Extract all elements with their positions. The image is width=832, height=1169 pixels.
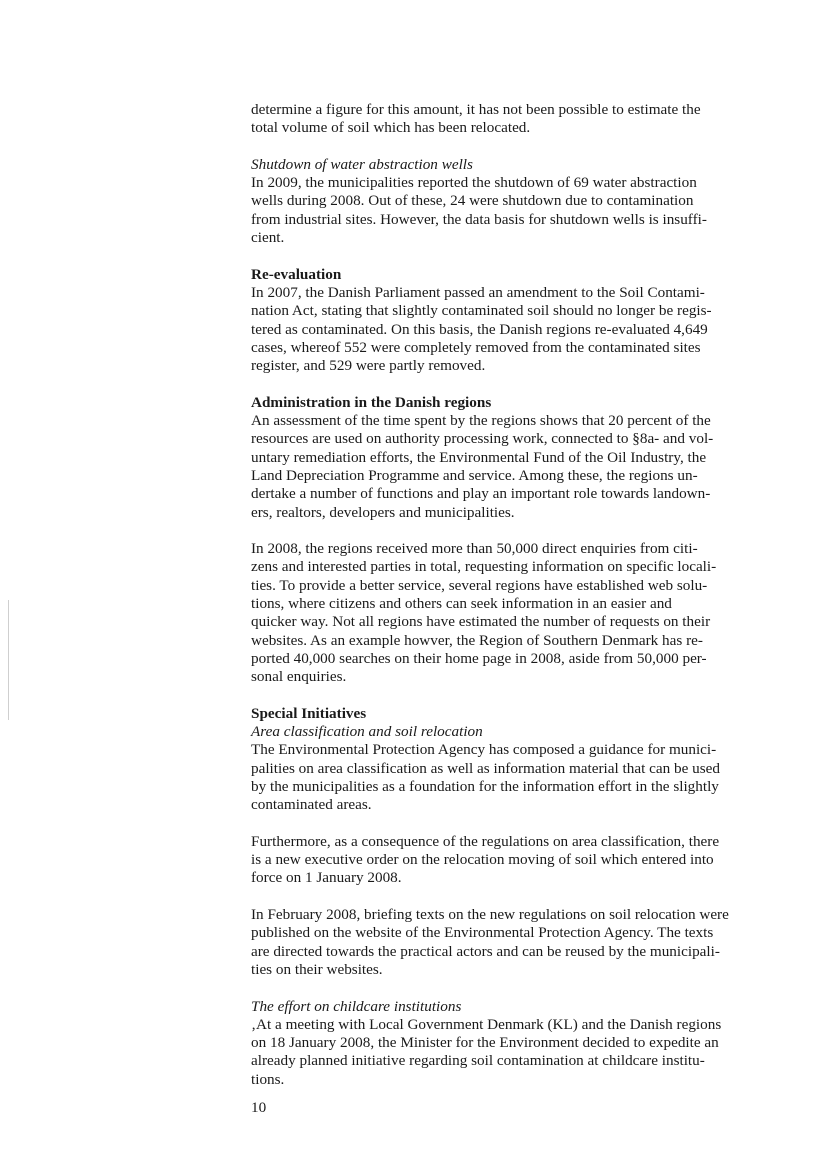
text-line: sonal enquiries.: [251, 668, 347, 686]
text-line: resources are used on authority processing work, connected to §8a- and vol-: [251, 430, 714, 448]
text-line: An assessment of the time spent by the regions shows that 20 percent of the: [251, 412, 711, 430]
special-paragraph-3: [251, 906, 747, 979]
text-line: ported 40,000 searches on their home page in 2008, aside from 50,000 per-: [251, 649, 707, 667]
text-line: from industrial sites. However, the data basis for shutdown wells is insuffi-: [251, 210, 707, 228]
text-line: force on 1 January 2008.: [251, 869, 402, 887]
text-line: Land Depreciation Programme and service. Among these, the regions un-: [251, 466, 698, 484]
section-heading: Administration in the Danish regions: [251, 393, 492, 411]
text-line: cient.: [251, 229, 285, 247]
text-line: In February 2008, briefing texts on the new regulations on soil relocation were: [251, 906, 729, 924]
text-line: dertake a number of functions and play an important role towards landown-: [251, 485, 711, 503]
text-line: ties. To provide a better service, several regions have established web solu-: [251, 576, 708, 594]
childcare-section: [251, 998, 747, 1089]
text-line: In 2008, the regions received more than 50,000 direct enquiries from citi-: [251, 540, 698, 558]
text-line: is a new executive order on the relocation moving of soil which entered into: [251, 851, 714, 869]
text-line: published on the website of the Environmental Protection Agency. The texts: [251, 924, 714, 942]
text-line: cases, whereof 552 were completely removed from the contaminated sites: [251, 338, 701, 356]
text-line: tions, where citizens and others can seek information in an easier and: [251, 595, 672, 613]
text-line: untary remediation efforts, the Environmental Fund of the Oil Industry, the: [251, 448, 707, 466]
scan-edge-mark: [8, 600, 9, 720]
text-line: websites. As an example howver, the Region of Southern Denmark has re-: [251, 631, 703, 649]
page-body: [251, 101, 747, 1107]
section-subheading: Shutdown of water abstraction wells: [251, 155, 473, 173]
administration-section: [251, 394, 747, 522]
shutdown-section: [251, 156, 747, 247]
section-heading: Special Initiatives: [251, 704, 367, 722]
text-line: on 18 January 2008, the Minister for the Environment decided to expedite an: [251, 1034, 719, 1052]
intro-paragraph: [251, 101, 747, 138]
text-line: nation Act, stating that slightly contaminated soil should no longer be regis-: [251, 302, 712, 320]
special-paragraph-2: [251, 833, 747, 888]
section-subheading: Area classification and soil relocation: [251, 723, 483, 741]
text-line: Furthermore, as a consequence of the regulations on area classification, there: [251, 832, 720, 850]
text-line: contaminated areas.: [251, 796, 372, 814]
text-line: ers, realtors, developers and municipalities.: [251, 503, 515, 521]
administration-paragraph-2: [251, 540, 747, 686]
page-number: 10: [251, 1099, 267, 1116]
text-line: by the municipalities as a foundation for the information effort in the slightly: [251, 777, 719, 795]
section-heading: Re-evaluation: [251, 265, 342, 283]
text-line: total volume of soil which has been relocated.: [251, 119, 531, 137]
text-line: already planned initiative regarding soil contamination at childcare institu-: [251, 1052, 705, 1070]
text-line: The Environmental Protection Agency has composed a guidance for munici-: [251, 741, 717, 759]
reevaluation-section: [251, 266, 747, 376]
text-line: palities on area classification as well as information material that can be used: [251, 759, 720, 777]
section-subheading: The effort on childcare institutions: [251, 997, 462, 1015]
special-initiatives-section: [251, 705, 747, 815]
text-line: In 2007, the Danish Parliament passed an amendment to the Soil Contami-: [251, 283, 705, 301]
text-line: tions.: [251, 1070, 285, 1088]
text-line: In 2009, the municipalities reported the shutdown of 69 water abstraction: [251, 174, 697, 192]
text-line: determine a figure for this amount, it has not been possible to estimate the: [251, 101, 701, 118]
text-line: tered as contaminated. On this basis, the Danish regions re-evaluated 4,649: [251, 320, 708, 338]
text-line: register, and 529 were partly removed.: [251, 357, 486, 375]
text-line: are directed towards the practical actors and can be reused by the municipali-: [251, 942, 720, 960]
text-line: wells during 2008. Out of these, 24 were shutdown due to contamination: [251, 192, 694, 210]
text-line: ties on their websites.: [251, 960, 383, 978]
text-line: ‚At a meeting with Local Government Denmark (KL) and the Danish regions: [251, 1015, 722, 1033]
text-line: quicker way. Not all regions have estimated the number of requests on their: [251, 613, 711, 631]
text-line: zens and interested parties in total, requesting information on specific locali-: [251, 558, 717, 576]
